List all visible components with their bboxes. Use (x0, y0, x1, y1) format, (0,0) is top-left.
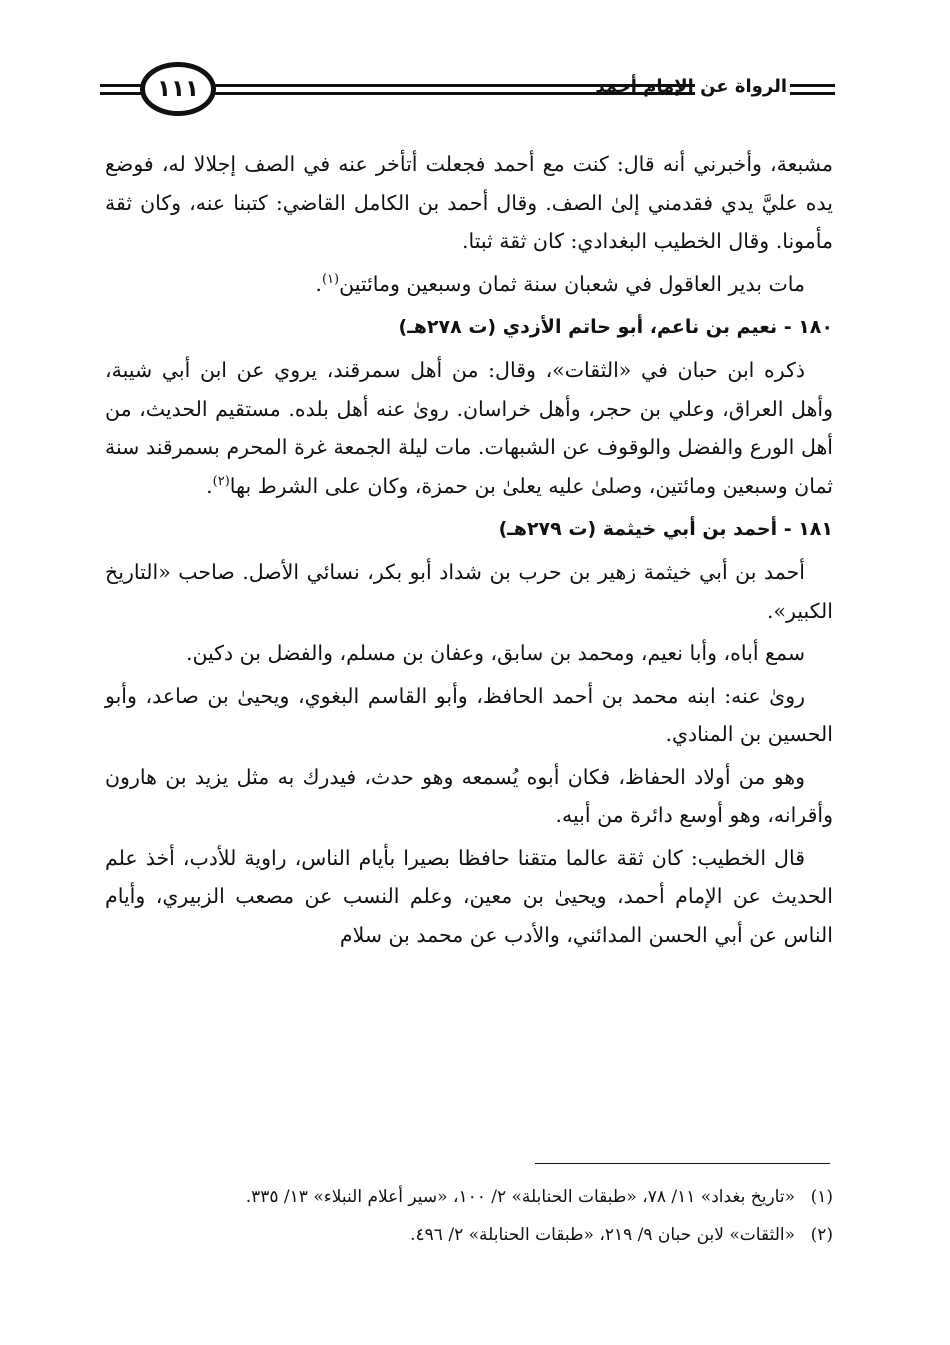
paragraph-end: . (206, 473, 213, 498)
footnote-text: «تاريخ بغداد» ١١/ ٧٨، «طبقات الحنابلة» ٢/ ١٠٠، «سير أعلام النبلاء» ١٣/ ٣٣٥. (245, 1187, 795, 1207)
header-rule (100, 92, 142, 95)
running-title: الرواة عن الإمام أحمد (595, 76, 787, 97)
body-text (105, 145, 833, 958)
page-number: ١١١ (156, 76, 200, 102)
paragraph (105, 351, 833, 505)
page-number-oval (140, 62, 216, 116)
paragraph: مشبعة، وأخبرني أنه قال: كنت مع أحمد فجعلت أتأخر عنه في الصف إجلالا له، فوضع يده عليَّ يدي فقدمني إلىٰ الصف. وقال أحمد بن الكامل القاضي: كتبنا عنه، وكان ثقة مأمونا. وقال الخطيب البغدادي: كان ثقة ثبتا. (105, 152, 833, 253)
paragraph-end: . (315, 271, 322, 296)
header-rule (100, 84, 142, 87)
footnote-number: (٢) (810, 1225, 833, 1245)
page-header (100, 62, 835, 122)
paragraph-text: ذكره ابن حبان في «الثقات»، وقال: من أهل سمرقند، يروي عن ابن أبي شيبة، وأهل العراق، وعلي بن حجر، وأهل خراسان. روىٰ عنه أهل بلده. مستقيم الحديث، من أهل الورع والفضل والوقوف عن الشبهات. مات ليلة الجمعة غرة المحرم بسمرقند سنة ثمان وسبعين ومائتين، وصلىٰ عليه يعلىٰ بن حمزة، وكان على الشرط بها (105, 358, 833, 498)
paragraph: قال الخطيب: كان ثقة عالما متقنا حافظا بصيرا بأيام الناس، راوية للأدب، أخذ علم الحديث عن الإمام أحمد، ويحيىٰ بن معين، وعلم النسب عن مصعب الزبيري، وأيام الناس عن أبي الحسن المدائني، والأدب عن محمد بن سلام (105, 845, 833, 947)
paragraph: وهو من أولاد الحفاظ، فكان أبوه يُسمعه وهو حدث، فيدرك به مثل يزيد بن هارون وأقرانه، وهو أوسع دائرة من أبيه. (105, 764, 833, 827)
entry-heading-181: ١٨١ - أحمد بن أبي خيثمة (ت ٢٧٩هـ) (498, 518, 833, 540)
entry-heading-180: ١٨٠ - نعيم بن ناعم، أبو حاتم الأزدي (ت ٢٧٨هـ) (398, 316, 833, 338)
paragraph: أحمد بن أبي خيثمة زهير بن حرب بن شداد أبو بكر، نسائي الأصل. صاحب «التاريخ الكبير». (105, 560, 833, 623)
footnote-number: (١) (810, 1187, 833, 1207)
footnote-separator (535, 1163, 830, 1164)
footnote-ref: (١) (321, 271, 340, 287)
footnote (105, 1178, 833, 1216)
paragraph: سمع أباه، وأبا نعيم، ومحمد بن سابق، وعفان بن مسلم، والفضل بن دكين. (185, 641, 805, 665)
header-rule (790, 92, 835, 95)
footnotes (105, 1178, 833, 1254)
footnote-text: «الثقات» لابن حبان ٩/ ٢١٩، «طبقات الحنابلة» ٢/ ٤٩٦. (410, 1225, 795, 1245)
paragraph: روىٰ عنه: ابنه محمد بن أحمد الحافظ، وأبو القاسم البغوي، ويحيىٰ بن صاعد، وأبو الحسين بن المنادي. (105, 683, 833, 746)
header-rule (790, 84, 835, 87)
footnote-ref: (٢) (212, 473, 230, 489)
paragraph (105, 265, 833, 304)
paragraph-text: مات بدير العاقول في شعبان سنة ثمان وسبعين ومائتين (339, 271, 805, 296)
footnote (105, 1216, 833, 1254)
